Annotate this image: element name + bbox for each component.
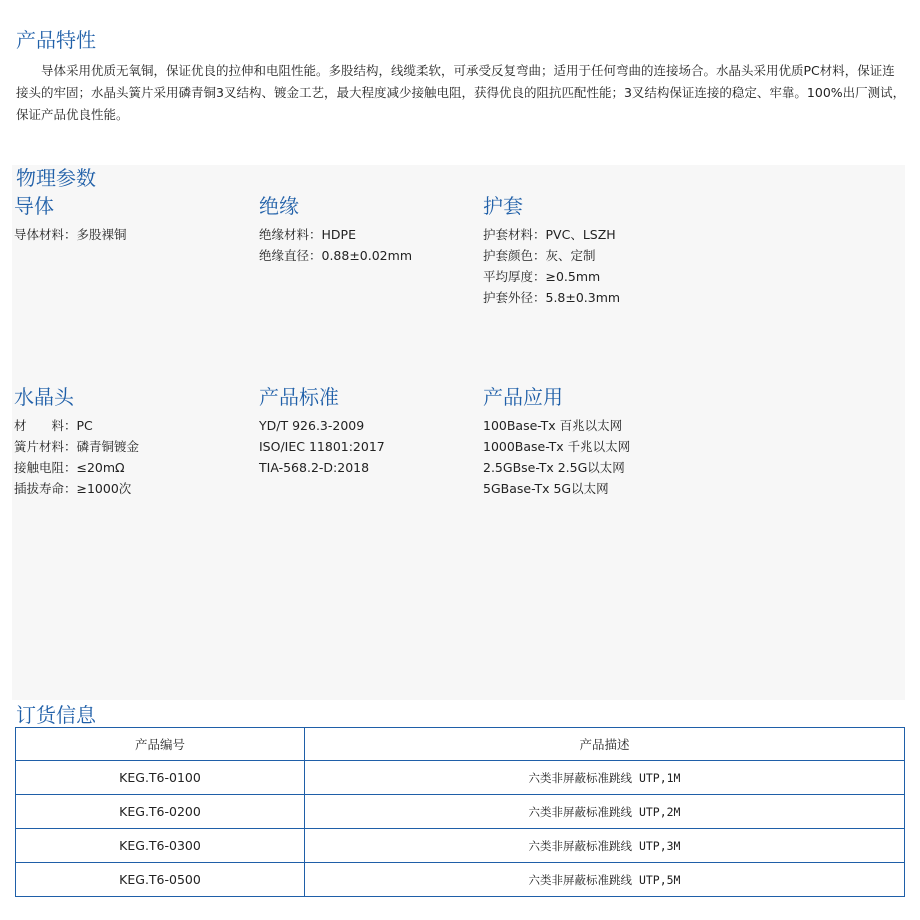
insulation-line: 绝缘直径：0.88±0.02mm	[259, 248, 412, 263]
ordering-heading: 订货信息	[16, 703, 96, 727]
conductor-section	[14, 194, 234, 245]
jacket-line: 护套材料：PVC、LSZH	[483, 227, 616, 242]
insulation-section	[259, 194, 479, 266]
column-header-code: 产品编号	[16, 728, 305, 761]
product-code: KEG.T6-0500	[16, 863, 305, 897]
product-description: 六类非屏蔽标准跳线 UTP,5M	[305, 863, 905, 897]
connector-line: 插拔寿命：≥1000次	[14, 481, 132, 496]
jacket-title: 护套	[483, 194, 523, 218]
connector-line: 材 料：PC	[14, 418, 93, 433]
conductor-title: 导体	[14, 194, 54, 218]
table-row	[16, 795, 905, 829]
standards-title: 产品标准	[259, 385, 339, 409]
applications-title: 产品应用	[483, 385, 563, 409]
connector-section	[14, 385, 234, 499]
applications-line: 1000Base-Tx 千兆以太网	[483, 439, 631, 454]
standards-line: YD/T 926.3-2009	[259, 418, 365, 433]
connector-line: 接触电阻：≤20mΩ	[14, 460, 125, 475]
product-code: KEG.T6-0100	[16, 761, 305, 795]
table-row	[16, 829, 905, 863]
jacket-line: 护套外径：5.8±0.3mm	[483, 290, 621, 305]
product-code: KEG.T6-0200	[16, 795, 305, 829]
connector-line: 簧片材料：磷青铜镀金	[14, 439, 140, 454]
features-paragraph: 导体采用优质无氧铜，保证优良的拉伸和电阻性能。多股结构，线缆柔软，可承受反复弯曲；适用于任何弯曲的连接场合。水晶头采用优质PC材料，保证连接头的牢固；水晶头簧片采用磷青铜3叉结构、镀金工艺，最大程度减少接触电阻，获得优良的阻抗匹配性能；3叉结构保证连接的稳定、牢靠。100%出厂测试，保证产品优良性能。	[16, 63, 906, 122]
ordering-table	[15, 727, 905, 897]
applications-line: 2.5GBse-Tx 2.5G以太网	[483, 460, 625, 475]
applications-section	[483, 385, 703, 499]
column-header-description: 产品描述	[305, 728, 905, 761]
standards-line: ISO/IEC 11801:2017	[259, 439, 385, 454]
jacket-section	[483, 194, 703, 308]
jacket-line: 护套颜色：灰、定制	[483, 248, 596, 263]
product-description: 六类非屏蔽标准跳线 UTP,2M	[305, 795, 905, 829]
jacket-line: 平均厚度：≥0.5mm	[483, 269, 601, 284]
physical-heading: 物理参数	[16, 166, 96, 190]
table-row	[16, 863, 905, 897]
insulation-line: 绝缘材料：HDPE	[259, 227, 356, 242]
table-row	[16, 761, 905, 795]
product-description: 六类非屏蔽标准跳线 UTP,1M	[305, 761, 905, 795]
product-description: 六类非屏蔽标准跳线 UTP,3M	[305, 829, 905, 863]
connector-title: 水晶头	[14, 385, 74, 409]
product-code: KEG.T6-0300	[16, 829, 305, 863]
conductor-line: 导体材料：多股裸铜	[14, 227, 127, 242]
standards-section	[259, 385, 479, 478]
insulation-title: 绝缘	[259, 194, 299, 218]
standards-line: TIA-568.2-D:2018	[259, 460, 370, 475]
table-header-row	[16, 728, 905, 761]
features-heading: 产品特性	[16, 28, 96, 52]
applications-line: 100Base-Tx 百兆以太网	[483, 418, 623, 433]
applications-line: 5GBase-Tx 5G以太网	[483, 481, 609, 496]
